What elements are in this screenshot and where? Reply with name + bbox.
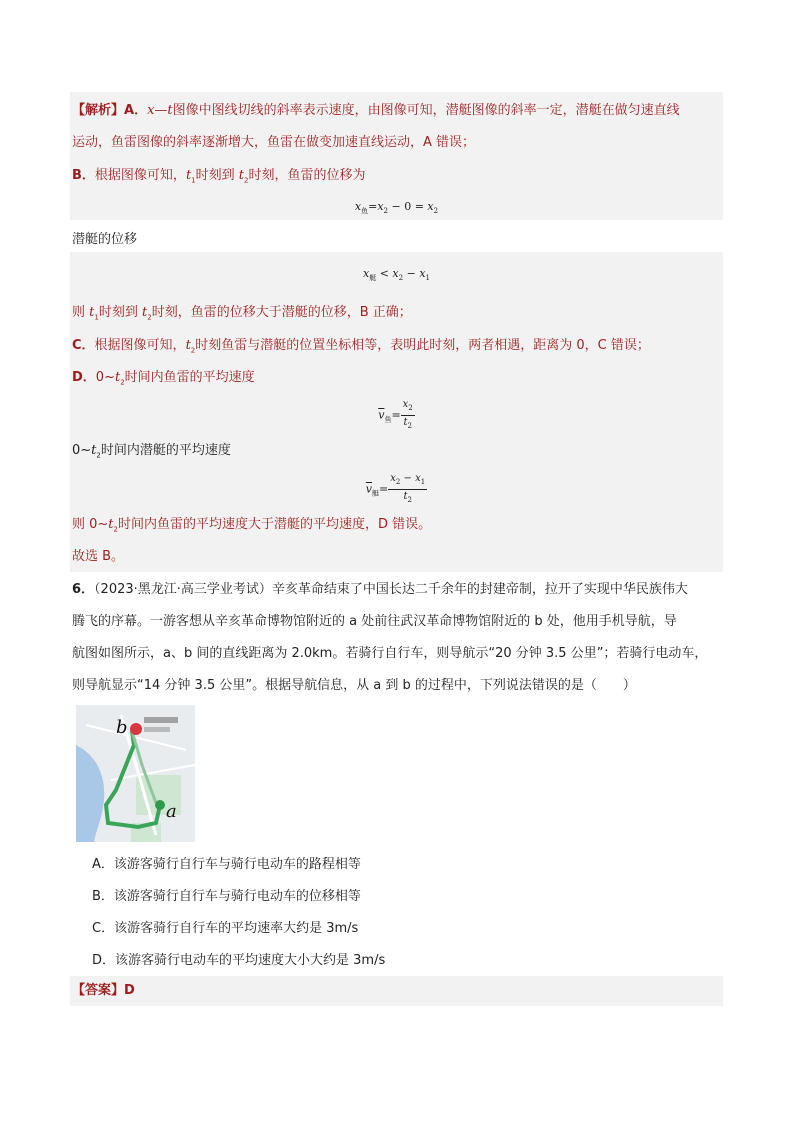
analysis-choice: 故选 B。 <box>72 549 125 564</box>
answer-tag: 【答案】 <box>72 983 125 998</box>
map-label-b: b <box>116 717 128 738</box>
answer-value: D <box>124 983 135 998</box>
option-c[interactable]: C．该游客骑行自行车的平均速率大约是 3m/s <box>92 921 359 936</box>
formula-sub-avg-velocity: $\overline{v}_艇=$ $\frac{x_2 - x_1}{t_2}$ <box>365 473 426 504</box>
question-line3: 航图如图所示，a、b 间的直线距离为 2.0km。若骑行自行车，则导航示“20 分钟 3.5 公里”；若骑行电动车， <box>72 646 708 661</box>
question-number: 6． <box>72 582 95 597</box>
option-d[interactable]: D．该游客骑行电动车的平均速度大小大约是 3m/s <box>92 953 386 968</box>
analysis-a-line1: 【解析】A．x—t图像中图线切线的斜率表示速度，由图像可知，潜艇图像的斜率一定，潜艇在做匀速直线 <box>72 103 680 118</box>
analysis-b-conclusion: 则 $t_1$时刻到 $t_2$时刻，鱼雷的位移大于潜艇的位移，B 正确； <box>72 305 412 322</box>
option-a[interactable]: A．该游客骑行自行车与骑行电动车的路程相等 <box>92 857 361 872</box>
question-line2: 腾飞的序幕。一游客想从辛亥革命博物馆附近的 a 处前往武汉革命博物馆附近的 b 处，他用手机导航，导 <box>72 614 677 629</box>
analysis-a-line2: 运动，鱼雷图像的斜率逐渐增大，鱼雷在做变加速直线运动，A 错误； <box>72 135 476 150</box>
formula-sub-displacement: $x_艇 < x_2 - x_1$ <box>362 267 431 283</box>
question-line4: 则导航显示“14 分钟 3.5 公里”。根据导航信息，从 a 到 b 的过程中，下列说法错误的是（ ） <box>72 678 636 693</box>
map-label-a: a <box>166 801 177 822</box>
analysis-b-line: B．根据图像可知，$t_1$时刻到 $t_2$时刻，鱼雷的位移为 <box>72 168 366 185</box>
formula-torpedo-avg-velocity: $\overline{v}_鱼=$ $\frac{x_2}{t_2}$ <box>378 399 413 430</box>
answer-line <box>72 981 722 1001</box>
analysis-b-sub-line: 潜艇的位移 <box>72 232 138 247</box>
option-b[interactable]: B．该游客骑行自行车与骑行电动车的位移相等 <box>92 889 361 904</box>
analysis-d-line: D．$0\sim t_2$时间内鱼雷的平均速度 <box>72 370 255 387</box>
question-source: （2023·黑龙江·高三学业考试） <box>94 582 272 597</box>
analysis-c-line: C．根据图像可知，$t_2$时刻鱼雷与潜艇的位置坐标相等，表明此时刻，两者相遇，距离为 0，C 错误； <box>72 338 650 355</box>
question-line1: 6．（2023·黑龙江·高三学业考试）辛亥革命结束了中国长达二千余年的封建帝制，拉开了实现中华民族伟大 <box>72 582 688 597</box>
formula-torpedo-displacement: $x_鱼=x_2 - 0 = x_2$ <box>354 200 439 216</box>
analysis-d-conclusion: 则 $0\sim t_2$时间内鱼雷的平均速度大于潜艇的平均速度，D 错误。 <box>72 517 432 534</box>
navigation-map-image <box>76 705 195 842</box>
analysis-tag: 【解析】 <box>72 103 125 118</box>
analysis-d-sub-line: $0\sim t_2$时间内潜艇的平均速度 <box>72 443 231 460</box>
